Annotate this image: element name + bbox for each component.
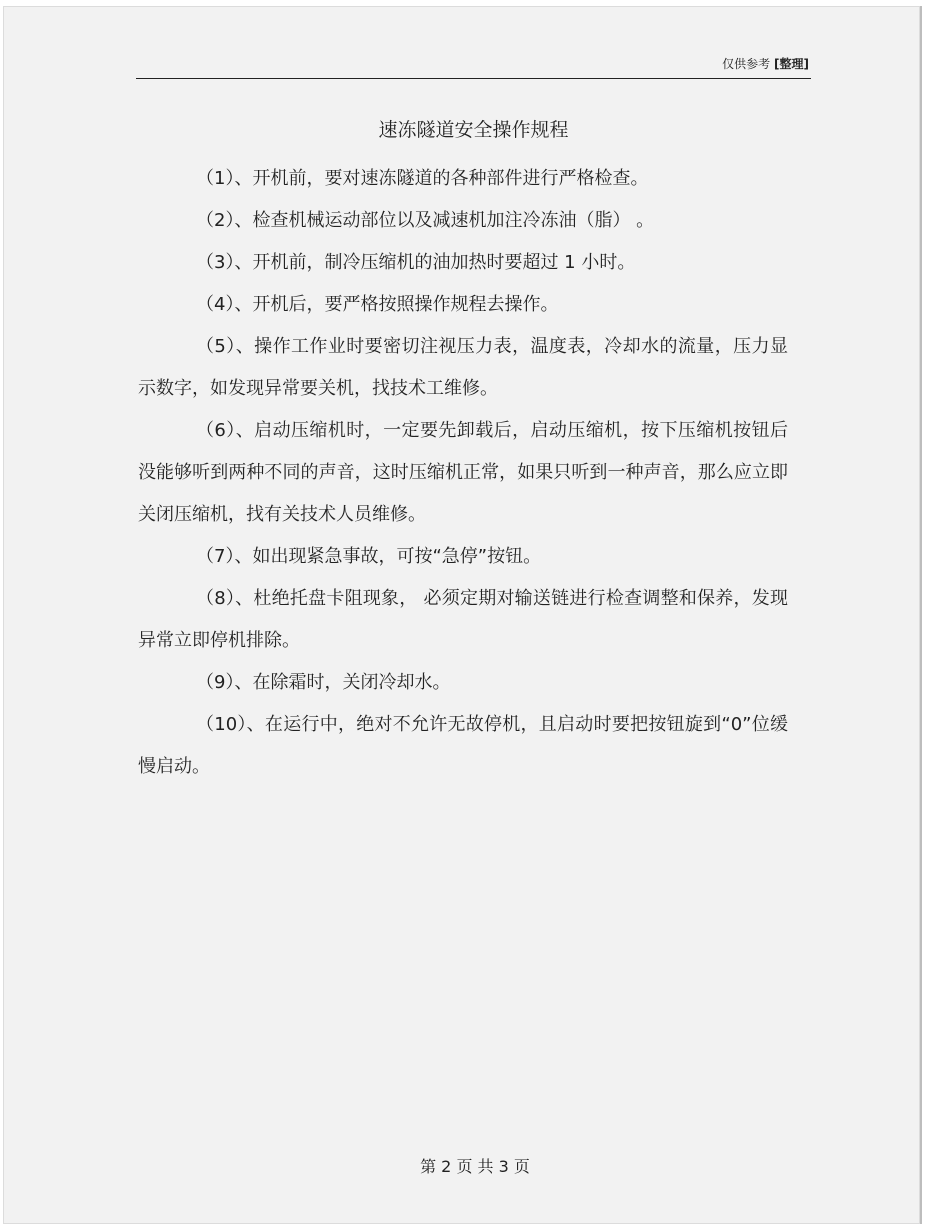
- document-title: 速冻隧道安全操作规程: [378, 119, 569, 141]
- paragraph-4: （4）、开机后，要严格按照操作规程去操作。: [196, 294, 559, 315]
- paragraph-2: （2）、检查机械运动部位以及减速机加注冷冻油（脂） 。: [196, 210, 655, 231]
- paragraph-3: （3）、开机前，制冷压缩机的油加热时要超过 1 小时。: [196, 252, 636, 273]
- paragraph-5: （5）、操作工作业时要密切注视压力表，温度表，冷却水的流量，压力显示数字，如发现异常要关机，找技术工维修。: [138, 336, 788, 399]
- paragraph-9: （9）、在除霜时，关闭冷却水。: [196, 672, 451, 693]
- paragraph-10: （10）、在运行中，绝对不允许无故停机，且启动时要把按钮旋到“0”位缓慢启动。: [138, 714, 788, 777]
- page-edge: [920, 6, 922, 1224]
- document-body: [138, 158, 788, 788]
- page-header: [136, 52, 811, 79]
- paragraph-7: （7）、如出现紧急事故，可按“急停”按钮。: [196, 546, 542, 567]
- header-text: [722, 55, 809, 72]
- paragraph-8: （8）、杜绝托盘卡阻现象， 必须定期对输送链进行检查调整和保养，发现异常立即停机排除。: [138, 588, 788, 651]
- paragraph-6: （6）、启动压缩机时，一定要先卸载后，启动压缩机，按下压缩机按钮后没能够听到两种不同的声音，这时压缩机正常，如果只听到一种声音，那么应立即关闭压缩机，找有关技术人员维修。: [138, 420, 788, 525]
- page-footer: 第 2 页 共 3 页: [420, 1157, 530, 1176]
- paragraph-1: （1）、开机前，要对速冻隧道的各种部件进行严格检查。: [196, 168, 649, 189]
- header-label: 仅供参考: [722, 57, 771, 71]
- header-tag: [整理]: [774, 57, 809, 71]
